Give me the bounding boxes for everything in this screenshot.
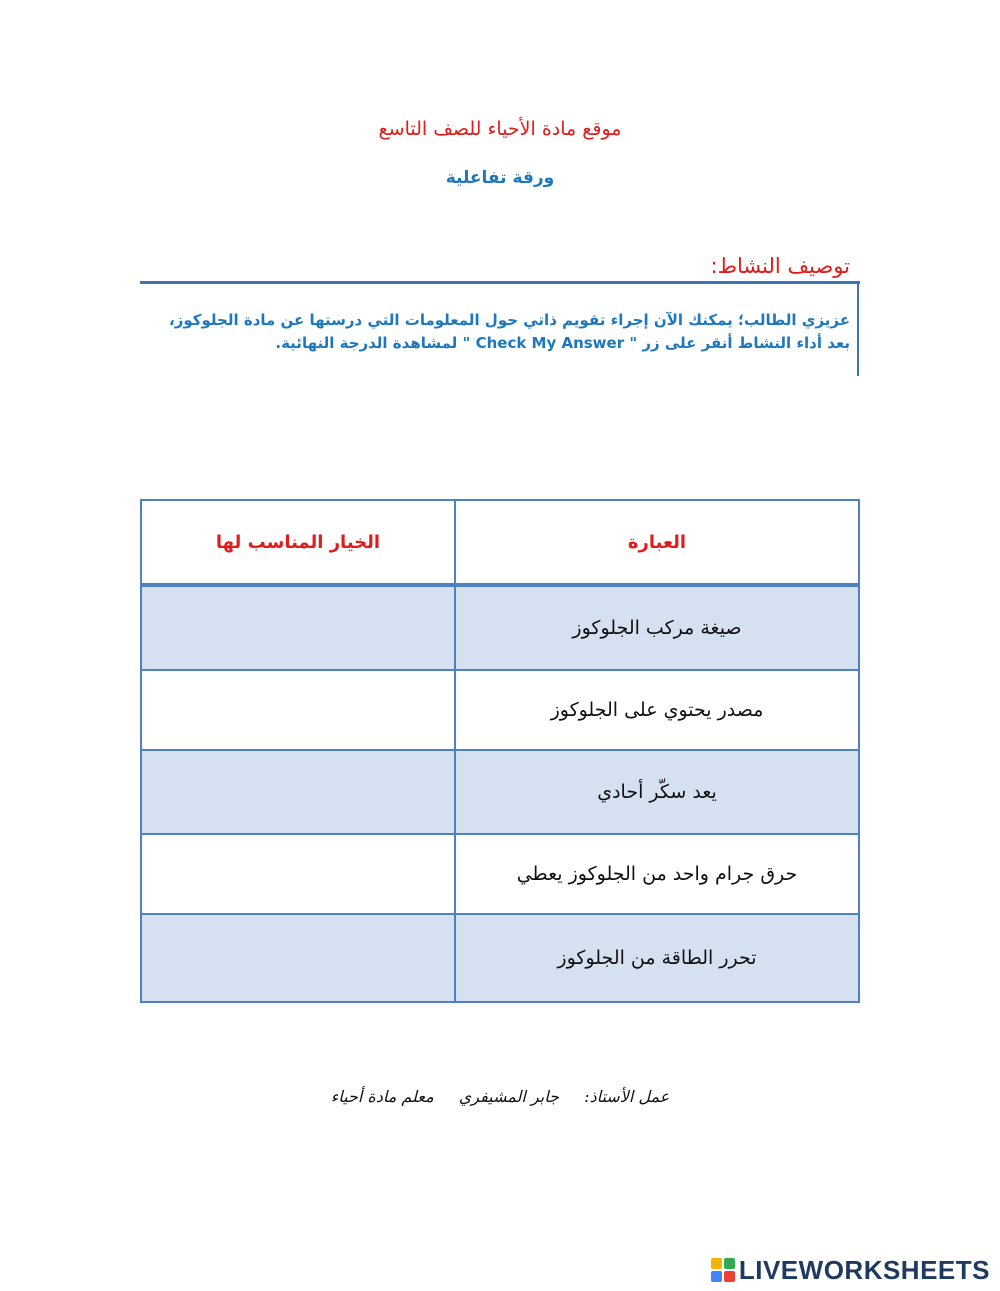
table-row [141, 750, 859, 834]
table-row [141, 914, 859, 1002]
activity-description [150, 309, 850, 355]
answer-dropzone[interactable] [141, 670, 455, 750]
choice-column-header: الخيار المناسب لها [141, 500, 455, 585]
description-text-before: عزيزي الطالب؛ يمكنك الآن إجراء تقويم ذاتي حول المعلومات التي درستها عن مادة الجلوكوز، بعد أداء النشاط أنقر على زر " [169, 311, 850, 352]
brand-name: LIVEWORKSHEETS [738, 1254, 990, 1285]
logo-square [724, 1258, 735, 1269]
author-label: عمل الأستاذ: [584, 1087, 670, 1106]
answer-dropzone[interactable] [141, 914, 455, 1002]
matching-table [140, 499, 860, 1003]
activity-heading: توصيف النشاط: [710, 254, 850, 278]
logo-square [711, 1258, 722, 1269]
statement-column-header: العبارة [455, 500, 859, 585]
answer-dropzone[interactable] [141, 585, 455, 670]
answer-dropzone[interactable] [141, 834, 455, 914]
statement-cell: مصدر يحتوي على الجلوكوز [455, 670, 859, 750]
teacher-role: معلم مادة أحياء [330, 1087, 434, 1106]
check-answer-button-name: Check My Answer [475, 334, 625, 352]
table-header-row [141, 500, 859, 585]
sheet-type-label: ورقة تفاعلية [445, 168, 555, 188]
logo-square [724, 1271, 735, 1282]
logo-square [711, 1271, 722, 1282]
author-credit [0, 1087, 1000, 1106]
liveworksheets-brand [711, 1256, 990, 1284]
liveworksheets-logo-icon [711, 1258, 735, 1282]
heading-divider [140, 281, 860, 284]
site-title: موقع مادة الأحياء للصف التاسع [378, 118, 622, 140]
statement-cell: يعد سكّر أحادي [455, 750, 859, 834]
statement-cell: حرق جرام واحد من الجلوكوز يعطي [455, 834, 859, 914]
table-row [141, 585, 859, 670]
description-text-after: " لمشاهدة الدرجة النهائية. [275, 334, 471, 352]
description-side-border [857, 284, 859, 376]
statement-cell: صيغة مركب الجلوكوز [455, 585, 859, 670]
teacher-name: جابر المشيفري [458, 1087, 559, 1106]
answer-dropzone[interactable] [141, 750, 455, 834]
statement-cell: تحرر الطاقة من الجلوكوز [455, 914, 859, 1002]
table-row [141, 834, 859, 914]
table-row [141, 670, 859, 750]
